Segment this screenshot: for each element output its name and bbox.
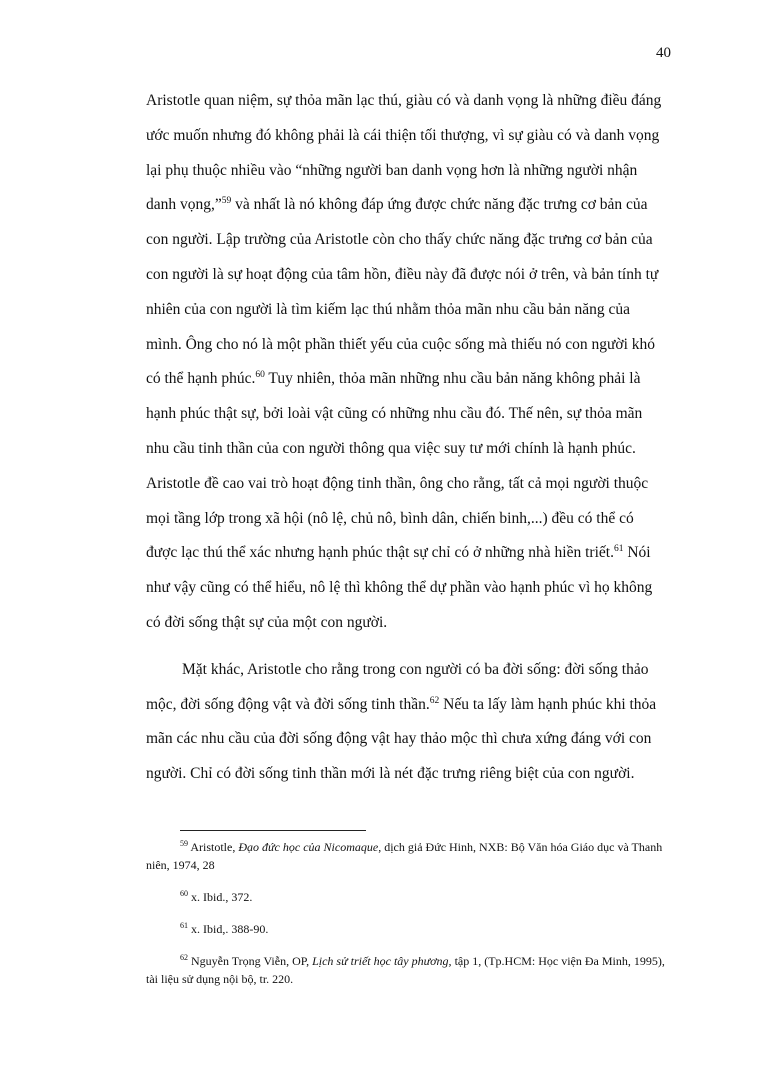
- footnote-number: 62: [180, 953, 188, 962]
- footnote-59: [146, 838, 668, 874]
- footnote-text: Nguyễn Trọng Viễn, OP,: [188, 954, 313, 968]
- footnote-number: 59: [180, 839, 188, 848]
- footnote-number: 60: [180, 889, 188, 898]
- footnote-text: , dịch giả Đức Hinh, NXB: Bộ Văn hóa Giáo dục và Thanh niên, 1974, 28: [146, 840, 663, 872]
- footnote-ref: 61: [613, 544, 624, 555]
- paragraph-1: [146, 84, 668, 641]
- paragraph-text: Tuy nhiên, thỏa mãn những nhu cầu bản năng không phải là hạnh phúc thật sự, bởi loài vật cũng có những nhu cầu đó. Thế nên, sự thỏa mãn nhu cầu tinh thần của con người thông qua việc suy tư mới chính là hạnh phúc. Aristotle đề cao vai trò hoạt động tinh thần, ông cho rằng, tất cả mọi người thuộc mọi tầng lớp trong xã hội (nô lệ, chủ nô, bình dân, chiến binh,...) đều có thể có được lạc thú thể xác nhưng hạnh phúc thật sự chỉ có ở những nhà hiền triết.: [146, 370, 649, 562]
- footnote-ref: 60: [255, 370, 265, 381]
- paragraph-text: Aristotle quan niệm, sự thỏa mãn lạc thú, giàu có và danh vọng là những điều đáng ước muốn nhưng đó không phải là cái thiện tối thượng, vì sự giàu có và danh vọng lại phụ thuộc nhiều vào “những người ban danh vọng hơn là những người nhận danh vọng,”: [146, 92, 662, 214]
- paragraph-text: và nhất là nó không đáp ứng được chức năng đặc trưng cơ bản của con người. Lập trường của Aristotle còn cho thấy chức năng đặc trưng cơ bản của con người là sự hoạt động của tâm hồn, điều này đã được nói ở trên, và bản tính tự nhiên của con người là tìm kiếm lạc thú nhằm thỏa mãn nhu cầu bản năng của mình. Ông cho nó là một phần thiết yếu của cuộc sống mà thiếu nó con người khó có thể hạnh phúc.: [146, 196, 659, 388]
- paragraph-2: [146, 653, 668, 792]
- footnote-title: Lịch sử triết học tây phương,: [312, 954, 452, 968]
- footnote-text: tập 1, (Tp.HCM: Học viện Đa Minh, 1995), tài liệu sử dụng nội bộ, tr. 220.: [146, 954, 665, 986]
- paragraph-text: Nói như vậy cũng có thể hiểu, nô lệ thì không thể dự phần vào hạnh phúc vì họ không có đời sống thật sự của một con người.: [146, 544, 653, 631]
- footnote-separator: [180, 830, 366, 831]
- footnote-number: 61: [180, 921, 188, 930]
- body-text: [146, 84, 668, 792]
- footnotes: [146, 838, 668, 1002]
- paragraph-text: Mặt khác, Aristotle cho rằng trong con người có ba đời sống: đời sống thảo mộc, đời sống động vật và đời sống tinh thần.: [146, 660, 649, 713]
- footnote-text: x. Ibid., 372.: [188, 890, 253, 904]
- footnote-62: [146, 952, 668, 988]
- footnote-61: [146, 920, 668, 938]
- footnote-ref: 62: [429, 695, 440, 706]
- footnote-text: x. Ibid,. 388-90.: [188, 922, 269, 936]
- footnote-text: Aristotle,: [188, 840, 239, 854]
- paragraph-text: Nếu ta lấy làm hạnh phúc khi thỏa mãn các nhu cầu của đời sống động vật hay thảo mộc thì chưa xứng đáng với con người. Chỉ có đời sống tinh thần mới là nét đặc trưng riêng biệt của con người.: [146, 695, 657, 783]
- page-number: 40: [656, 45, 671, 61]
- footnote-title: Đạo đức học của Nicomaque: [238, 840, 379, 854]
- footnote-ref: 59: [221, 196, 232, 207]
- footnote-60: [146, 888, 668, 906]
